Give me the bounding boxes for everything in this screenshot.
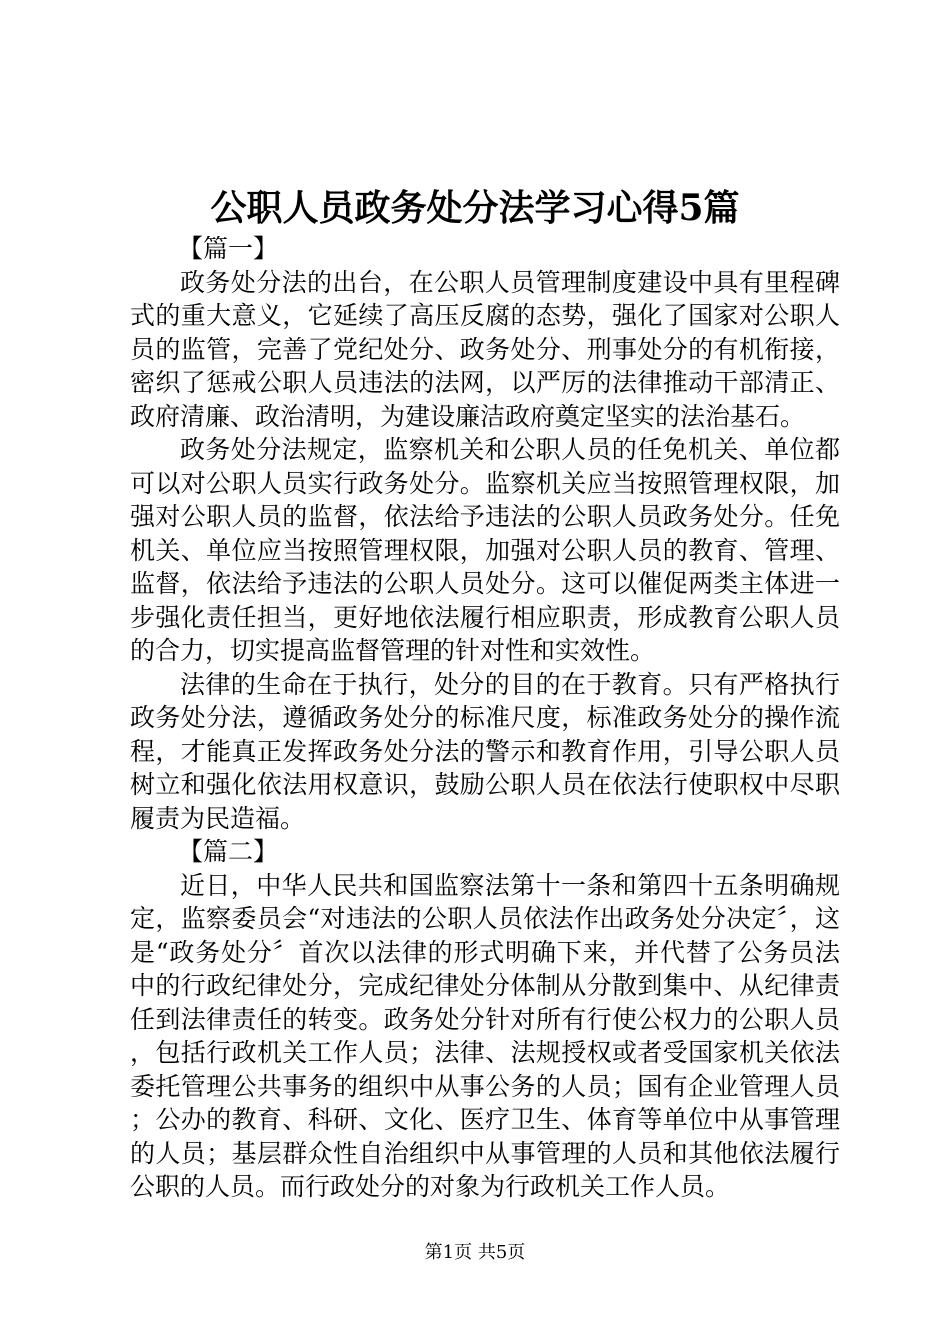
section-1 [130, 232, 840, 835]
section-2 [130, 835, 840, 1204]
paragraph: 政务处分法的出台，在公职人员管理制度建设中具有里程碑式的重大意义，它延续了高压反腐的态势，强化了国家对公职人员的监管，完善了党纪处分、政务处分、刑事处分的有机衔接，密织了惩戒公职人员违法的法网，以严厉的法律推动干部清正、政府清廉、政治清明，为建设廉洁政府奠定坚实的法治基石。 [130, 267, 840, 431]
section-heading: 【篇二】 [178, 837, 279, 866]
section-heading: 【篇一】 [178, 234, 279, 263]
paragraph: 法律的生命在于执行，处分的目的在于教育。只有严格执行政务处分法，遵循政务处分的标准尺度，标准政务处分的操作流程，才能真正发挥政务处分法的警示和教育作用，引导公职人员树立和强化依法用权意识，鼓励公职人员在依法行使职权中尽职履责为民造福。 [130, 669, 840, 833]
paragraph: 近日，中华人民共和国监察法第十一条和第四十五条明确规定，监察委员会“对违法的公职人员依法作出政务处分决定〞，这是“政务处分〞首次以法律的形式明确下来，并代替了公务员法中的行政纪律处分，完成纪律处分体制从分散到集中、从纪律责任到法律责任的转变。政务处分针对所有行使公权力的公职人员，包括行政机关工作人员；法律、法规授权或者受国家机关依法委托管理公共事务的组织中从事公务的人员；国有企业管理人员；公办的教育、科研、文化、医疗卫生、体育等单位中从事管理的人员；基层群众性自治组织中从事管理的人员和其他依法履行公职的人员。而行政处分的对象为行政机关工作人员。 [130, 870, 840, 1201]
document-title: 公职人员政务处分法学习心得5篇 [210, 187, 740, 229]
document-body [130, 232, 840, 1204]
page-number-footer: 第1页 共5页 [424, 1242, 526, 1263]
paragraph: 政务处分法规定，监察机关和公职人员的任免机关、单位都可以对公职人员实行政务处分。监察机关应当按照管理权限，加强对公职人员的监督，依法给予违法的公职人员政务处分。任免机关、单位应当按照管理权限，加强对公职人员的教育、管理、监督，依法给予违法的公职人员处分。这可以催促两类主体进一步强化责任担当，更好地依法履行相应职责，形成教育公职人员的合力，切实提高监督管理的针对性和实效性。 [130, 435, 840, 665]
